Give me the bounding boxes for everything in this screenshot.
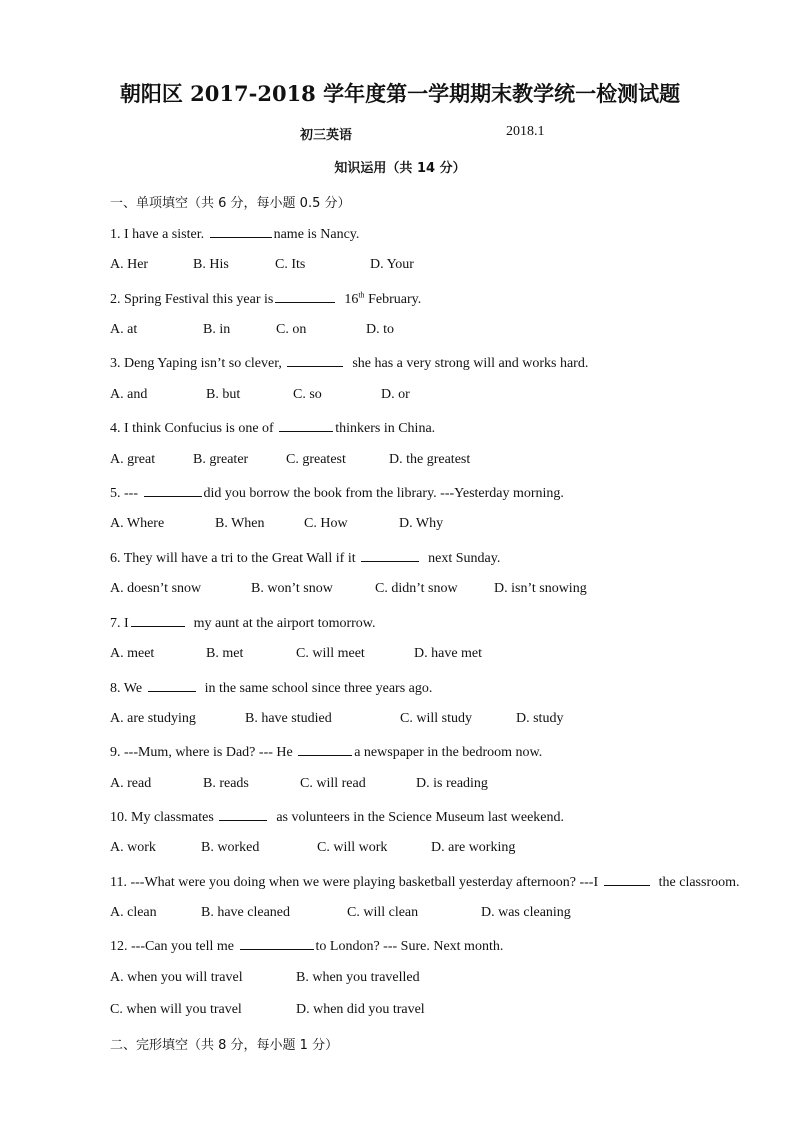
section-heading: 知识运用（共 14 分） [334, 161, 466, 176]
option-b: B. have studied [245, 711, 332, 726]
part2-heading: 二、完形填空（共 8 分，每小题 1 分） [110, 1038, 339, 1053]
option-b: B. When [215, 516, 265, 531]
question-6: 6. They will have a tri to the Great Wall if it next Sunday. [110, 551, 501, 566]
option-b: B. reads [203, 776, 249, 791]
question-10: 10. My classmates as volunteers in the Science Museum last weekend. [110, 810, 565, 825]
answer-blank [361, 549, 419, 562]
option-b: B. met [206, 646, 244, 661]
option-a: A. Where [110, 516, 165, 531]
option-d: D. is reading [416, 776, 488, 791]
answer-blank [604, 873, 650, 886]
option-b: B. have cleaned [201, 905, 291, 920]
option-a: A. clean [110, 905, 157, 920]
question-1: 1. I have a sister. name is Nancy. [110, 227, 360, 242]
answer-blank [144, 484, 202, 497]
option-a: A. doesn’t snow [110, 581, 202, 596]
option-c: C. will meet [296, 646, 365, 661]
option-c: C. didn’t snow [375, 581, 458, 596]
option-d: D. Why [399, 516, 444, 531]
answer-blank [275, 290, 335, 303]
option-c: C. greatest [286, 452, 346, 467]
option-a: A. read [110, 776, 152, 791]
subject-label: 初三英语 [300, 128, 353, 143]
option-c: C. will clean [347, 905, 419, 920]
option-b: B. in [203, 322, 231, 337]
option-c: C. How [304, 516, 348, 531]
question-8: 8. We in the same school since three years ago. [110, 681, 433, 696]
part1-heading: 一、单项填空（共 6 分，每小题 0.5 分） [110, 196, 351, 211]
option-c: C. Its [275, 257, 306, 272]
option-b: B. greater [193, 452, 249, 467]
option-c: C. will read [300, 776, 366, 791]
question-7: 7. I my aunt at the airport tomorrow. [110, 616, 376, 631]
exam-date: 2018.1 [506, 124, 545, 139]
option-d: D. have met [414, 646, 483, 661]
option-a: A. meet [110, 646, 155, 661]
question-9: 9. ---Mum, where is Dad? --- He a newspaper in the bedroom now. [110, 745, 543, 760]
option-d: D. to [366, 322, 394, 337]
answer-blank [287, 354, 343, 367]
option-d: D. was cleaning [481, 905, 571, 920]
answer-blank [210, 225, 272, 238]
answer-blank [298, 743, 352, 756]
option-d: D. Your [370, 257, 414, 272]
option-b: B. won’t snow [251, 581, 333, 596]
option-d: D. isn’t snowing [494, 581, 587, 596]
answer-blank [148, 679, 196, 692]
option-a: A. work [110, 840, 156, 855]
question-2: 2. Spring Festival this year is 16th February. [110, 290, 422, 307]
option-c: C. will work [317, 840, 388, 855]
option-d: D. the greatest [389, 452, 471, 467]
option-b: B. when you travelled [296, 970, 420, 985]
option-d: D. or [381, 387, 410, 402]
option-d: D. are working [431, 840, 516, 855]
option-a: A. are studying [110, 711, 196, 726]
option-c: C. when will you travel [110, 1002, 242, 1017]
answer-blank [240, 937, 314, 950]
option-d: D. when did you travel [296, 1002, 425, 1017]
option-a: A. Her [110, 257, 149, 272]
option-a: A. and [110, 387, 148, 402]
option-b: B. worked [201, 840, 260, 855]
question-5: 5. --- did you borrow the book from the library. ---Yesterday morning. [110, 486, 564, 501]
question-4: 4. I think Confucius is one of thinkers in China. [110, 421, 436, 436]
option-b: B. His [193, 257, 229, 272]
answer-blank [279, 419, 333, 432]
option-d: D. study [516, 711, 564, 726]
answer-blank [131, 614, 185, 627]
option-a: A. when you will travel [110, 970, 243, 985]
option-c: C. so [293, 387, 322, 402]
option-c: C. will study [400, 711, 472, 726]
question-12: 12. ---Can you tell me to London? --- Sure. Next month. [110, 939, 504, 954]
option-a: A. great [110, 452, 156, 467]
option-a: A. at [110, 322, 138, 337]
question-11: 11. ---What were you doing when we were playing basketball yesterday afternoon? ---I the classroom. [110, 875, 740, 890]
exam-title: 朝阳区 2017-2018 学年度第一学期期末教学统一检测试题 [119, 81, 681, 106]
answer-blank [219, 808, 267, 821]
question-3: 3. Deng Yaping isn’t so clever, she has a very strong will and works hard. [110, 356, 589, 371]
option-c: C. on [276, 322, 307, 337]
option-b: B. but [206, 387, 241, 402]
